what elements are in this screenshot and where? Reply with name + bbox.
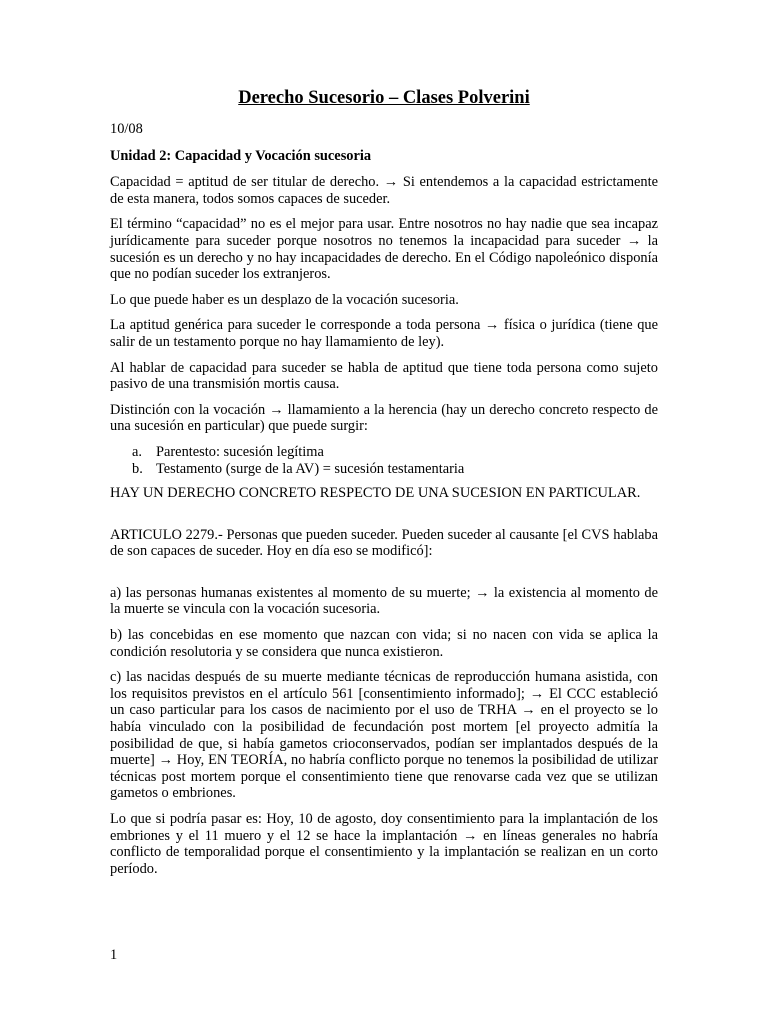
- paragraph-inciso-b: b) las concebidas en ese momento que nazcan con vida; si no nacen con vida se aplica la condición resolutoria y se considera que nunca existieron.: [110, 627, 658, 660]
- vocation-sources-list: [110, 444, 658, 477]
- paragraph-termino-capacidad: El término “capacidad” no es el mejor para usar. Entre nosotros no hay nadie que sea incapaz jurídicamente para suceder porque nosotros no tenemos la incapacidad para suceder → la sucesión es un derecho y no hay incapacidades de derecho. En el Código napoleónico disponía que no podían suceder los extranjeros.: [110, 216, 658, 283]
- paragraph-inciso-c: c) las nacidas después de su muerte mediante técnicas de reproducción humana asistida, con los requisitos previstos en el artículo 561 [consentimiento informado]; → El CCC estableció un caso particular para los casos de nacimiento por el uso de TRHA → en el proyecto se lo había vinculado con la posibilidad de fecundación post mortem [el proyecto admitía la posibilidad de que, si había gametos crioconservados, podían ser implantados después de la muerte] → Hoy, EN TEORÍA, no habría conflicto porque no tenemos la posibilidad de utilizar técnicas post mortem porque el consentimiento tiene que renovarse cada vez que se utilizan gametos o embriones.: [110, 669, 658, 802]
- list-item: [110, 444, 658, 461]
- class-date: 10/08: [110, 121, 143, 137]
- paragraph-desplazo: Lo que puede haber es un desplazo de la vocación sucesoria.: [110, 291, 459, 308]
- document-title: Derecho Sucesorio – Clases Polverini: [238, 88, 530, 108]
- paragraph-aptitud-generica: La aptitud genérica para suceder le corresponde a toda persona → física o jurídica (tiene que salir de un testamento porque no hay llamamiento de ley).: [110, 317, 658, 350]
- paragraph-capacidad: Capacidad = aptitud de ser titular de derecho. → Si entendemos a la capacidad estrictamente de esta manera, todos somos capaces de suceder.: [110, 174, 658, 207]
- page-number: 1: [110, 947, 118, 963]
- blank-line: [110, 569, 658, 585]
- blank-line: [110, 511, 658, 527]
- paragraph-sujeto-pasivo: Al hablar de capacidad para suceder se habla de aptitud que tiene toda persona como sujeto pasivo de una transmisión mortis causa.: [110, 359, 658, 393]
- article-2279: ARTICULO 2279.- Personas que pueden suceder. Pueden suceder al causante [el CVS hablaba de son capaces de suceder. Hoy en día eso se modificó]:: [110, 526, 658, 560]
- list-item: [110, 461, 658, 478]
- list-item-text: Testamento (surge de la AV) = sucesión testamentaria: [156, 460, 465, 477]
- paragraph-ejemplo-consentimiento: Lo que si podría pasar es: Hoy, 10 de agosto, doy consentimiento para la implantación de los embriones y el 11 muero y el 12 se hace la implantación → en líneas generales no habría conflicto de temporalidad porque el consentimiento y la implantación se realizan en un corto período.: [110, 811, 658, 877]
- document-page: [110, 87, 658, 886]
- list-marker: b.: [132, 460, 143, 477]
- caps-statement: HAY UN DERECHO CONCRETO RESPECTO DE UNA SUCESION EN PARTICULAR.: [110, 485, 641, 502]
- paragraph-inciso-a: a) las personas humanas existentes al momento de su muerte; → la existencia al momento de la muerte se vincula con la vocación sucesoria.: [110, 584, 658, 618]
- list-item-text: Parentesto: sucesión legítima: [156, 443, 324, 460]
- paragraph-distincion-vocacion: Distinción con la vocación → llamamiento a la herencia (hay un derecho concreto respecto de una sucesión en particular) que puede surgir:: [110, 401, 658, 435]
- unit-heading: Unidad 2: Capacidad y Vocación sucesoria: [110, 147, 372, 164]
- list-marker: a.: [132, 443, 142, 460]
